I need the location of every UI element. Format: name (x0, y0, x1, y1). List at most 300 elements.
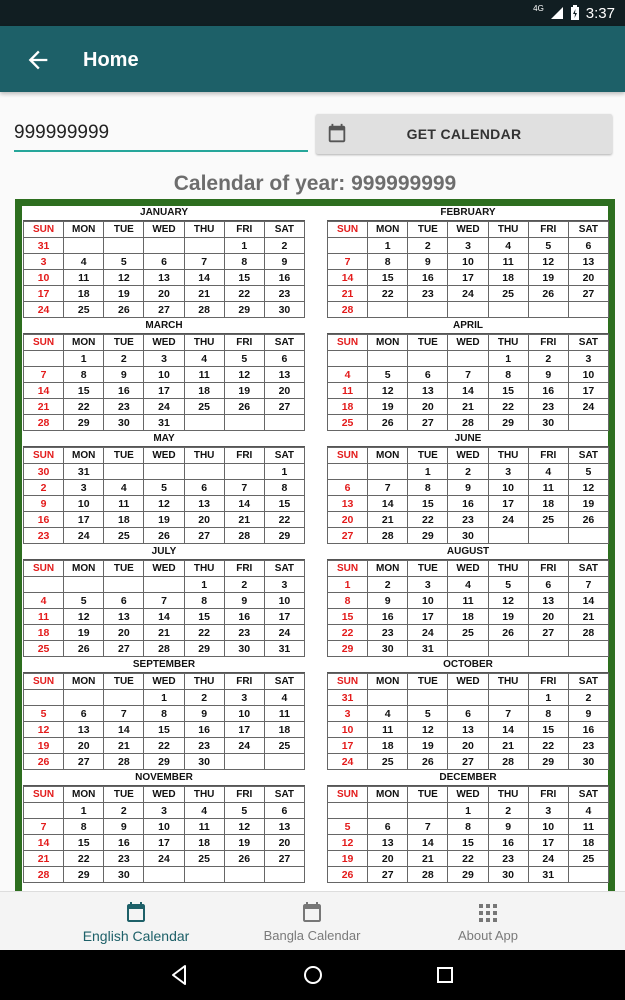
day-cell: 14 (24, 383, 64, 399)
week-row (328, 625, 609, 641)
calendar-grid (22, 206, 608, 891)
day-cell: 11 (568, 819, 608, 835)
week-row (24, 803, 305, 819)
day-cell: 8 (264, 480, 304, 496)
weekday-label: WED (144, 787, 184, 803)
day-cell: 10 (448, 254, 488, 270)
day-cell: 21 (24, 851, 64, 867)
week-row (24, 480, 305, 496)
day-cell: 12 (408, 722, 448, 738)
day-cell: 1 (528, 690, 568, 706)
day-cell: 12 (368, 383, 408, 399)
day-cell: 17 (64, 512, 104, 528)
day-cell: 12 (64, 609, 104, 625)
day-cell: 21 (104, 738, 144, 754)
day-cell: 22 (264, 512, 304, 528)
day-cell: 26 (528, 286, 568, 302)
day-cell (24, 351, 64, 367)
day-cell: 7 (408, 819, 448, 835)
day-cell: 18 (184, 835, 224, 851)
day-cell: 28 (448, 415, 488, 431)
day-cell: 8 (448, 819, 488, 835)
month-november (23, 771, 305, 884)
month-table (23, 560, 305, 657)
day-cell: 11 (328, 383, 368, 399)
day-cell: 23 (568, 738, 608, 754)
day-cell: 23 (224, 625, 264, 641)
day-cell: 19 (328, 851, 368, 867)
weekday-label: WED (448, 222, 488, 238)
day-cell: 17 (528, 835, 568, 851)
weekday-label: TUE (408, 448, 448, 464)
week-row (24, 367, 305, 383)
day-cell: 13 (184, 496, 224, 512)
signal-icon (550, 6, 564, 20)
month-table (327, 786, 609, 883)
day-cell: 21 (328, 286, 368, 302)
day-cell: 16 (104, 835, 144, 851)
week-row (24, 496, 305, 512)
week-row (328, 302, 609, 318)
weekday-label: SUN (328, 448, 368, 464)
weekday-label: SAT (568, 787, 608, 803)
day-cell: 11 (488, 254, 528, 270)
week-row (328, 286, 609, 302)
day-cell (408, 302, 448, 318)
weekday-label: WED (144, 674, 184, 690)
day-cell: 24 (224, 738, 264, 754)
day-cell: 23 (104, 399, 144, 415)
day-cell (408, 803, 448, 819)
week-row (328, 480, 609, 496)
weekday-label: WED (144, 448, 184, 464)
day-cell: 6 (264, 803, 304, 819)
day-cell: 19 (528, 270, 568, 286)
day-cell: 15 (328, 609, 368, 625)
day-cell: 5 (368, 367, 408, 383)
day-cell: 10 (224, 706, 264, 722)
day-cell: 18 (104, 512, 144, 528)
day-cell: 31 (24, 238, 64, 254)
week-row (24, 625, 305, 641)
day-cell: 17 (488, 496, 528, 512)
day-cell: 27 (144, 302, 184, 318)
calendar-icon (300, 901, 324, 925)
weekday-label: SAT (568, 561, 608, 577)
page-title: Home (83, 49, 139, 71)
day-cell: 9 (264, 254, 304, 270)
day-cell: 20 (104, 625, 144, 641)
day-cell: 14 (24, 835, 64, 851)
month-september (23, 658, 305, 771)
day-cell (448, 351, 488, 367)
day-cell: 26 (144, 528, 184, 544)
day-cell (104, 577, 144, 593)
weekday-label: FRI (528, 674, 568, 690)
day-cell: 20 (528, 609, 568, 625)
day-cell: 28 (24, 415, 64, 431)
day-cell: 8 (184, 593, 224, 609)
weekday-label: SAT (264, 674, 304, 690)
weekday-label: MON (368, 674, 408, 690)
day-cell: 11 (528, 480, 568, 496)
day-cell: 31 (144, 415, 184, 431)
day-cell: 13 (264, 367, 304, 383)
day-cell: 17 (448, 270, 488, 286)
month-name: AUGUST (327, 545, 609, 560)
day-cell: 16 (528, 383, 568, 399)
day-cell: 7 (144, 593, 184, 609)
weekday-label: FRI (224, 561, 264, 577)
month-table (327, 334, 609, 431)
day-cell: 25 (528, 512, 568, 528)
day-cell (528, 641, 568, 657)
day-cell (64, 238, 104, 254)
recents-square-icon[interactable] (433, 963, 457, 987)
day-cell: 10 (488, 480, 528, 496)
day-cell: 1 (144, 690, 184, 706)
weekday-label: MON (64, 674, 104, 690)
day-cell: 30 (528, 415, 568, 431)
weekday-label: TUE (408, 787, 448, 803)
day-cell: 5 (64, 593, 104, 609)
weekday-label: SAT (568, 335, 608, 351)
week-row (328, 722, 609, 738)
day-cell: 30 (184, 754, 224, 770)
day-cell (488, 690, 528, 706)
day-cell (448, 641, 488, 657)
day-cell: 22 (448, 851, 488, 867)
month-name: SEPTEMBER (23, 658, 305, 673)
day-cell: 11 (184, 819, 224, 835)
week-row (328, 641, 609, 657)
day-cell: 25 (64, 302, 104, 318)
nav-label: About App (458, 928, 518, 943)
day-cell: 22 (224, 286, 264, 302)
day-cell (144, 867, 184, 883)
week-row (328, 819, 609, 835)
day-cell (368, 351, 408, 367)
day-cell: 20 (264, 835, 304, 851)
week-row (328, 254, 609, 270)
day-cell (328, 238, 368, 254)
day-cell: 26 (408, 754, 448, 770)
apps-grid-icon (476, 901, 500, 925)
week-row (328, 690, 609, 706)
day-cell (224, 867, 264, 883)
day-cell: 18 (448, 609, 488, 625)
day-cell: 13 (104, 609, 144, 625)
day-cell: 1 (408, 464, 448, 480)
day-cell: 28 (144, 641, 184, 657)
day-cell: 19 (104, 286, 144, 302)
day-cell: 11 (448, 593, 488, 609)
day-cell: 8 (224, 254, 264, 270)
day-cell: 23 (184, 738, 224, 754)
day-cell (104, 690, 144, 706)
month-june (327, 432, 609, 545)
day-cell: 15 (368, 270, 408, 286)
weekday-label: SUN (24, 335, 64, 351)
week-row (328, 238, 609, 254)
day-cell: 30 (448, 528, 488, 544)
day-cell: 4 (488, 238, 528, 254)
week-row (24, 286, 305, 302)
week-row (328, 706, 609, 722)
day-cell: 21 (488, 738, 528, 754)
day-cell: 9 (408, 254, 448, 270)
day-cell: 4 (24, 593, 64, 609)
day-cell: 17 (224, 722, 264, 738)
day-cell: 14 (144, 609, 184, 625)
weekday-label: THU (184, 787, 224, 803)
day-cell: 29 (64, 415, 104, 431)
get-calendar-button[interactable] (316, 114, 612, 154)
arrow-back-icon[interactable] (24, 46, 52, 74)
day-cell: 27 (264, 851, 304, 867)
day-cell: 29 (528, 754, 568, 770)
day-cell: 15 (64, 835, 104, 851)
day-cell: 6 (448, 706, 488, 722)
day-cell: 11 (184, 367, 224, 383)
day-cell: 1 (64, 351, 104, 367)
day-cell: 17 (264, 609, 304, 625)
day-cell (104, 238, 144, 254)
day-cell: 28 (184, 302, 224, 318)
weekday-label: SUN (328, 335, 368, 351)
weekday-label: TUE (104, 561, 144, 577)
day-cell: 20 (144, 286, 184, 302)
day-cell: 2 (264, 238, 304, 254)
day-cell: 22 (368, 286, 408, 302)
day-cell: 8 (408, 480, 448, 496)
month-january (23, 206, 305, 319)
weekday-label: MON (368, 335, 408, 351)
day-cell (328, 803, 368, 819)
day-cell: 1 (64, 803, 104, 819)
week-row (328, 351, 609, 367)
day-cell (264, 867, 304, 883)
weekday-header-row (24, 674, 305, 690)
day-cell: 15 (448, 835, 488, 851)
month-march (23, 319, 305, 432)
month-february (327, 206, 609, 319)
day-cell: 24 (264, 625, 304, 641)
day-cell: 10 (264, 593, 304, 609)
back-triangle-icon[interactable] (167, 963, 191, 987)
day-cell: 19 (488, 609, 528, 625)
day-cell (144, 577, 184, 593)
weekday-header-row (328, 448, 609, 464)
weekday-label: MON (368, 448, 408, 464)
day-cell: 19 (224, 835, 264, 851)
weekday-label: FRI (224, 674, 264, 690)
day-cell: 15 (488, 383, 528, 399)
day-cell: 3 (64, 480, 104, 496)
month-name: JUNE (327, 432, 609, 447)
day-cell: 7 (448, 367, 488, 383)
year-input[interactable] (14, 116, 308, 152)
day-cell: 12 (328, 835, 368, 851)
weekday-label: THU (488, 222, 528, 238)
home-circle-icon[interactable] (301, 963, 325, 987)
week-row (328, 528, 609, 544)
day-cell (264, 415, 304, 431)
nav-english-calendar[interactable] (52, 892, 220, 951)
day-cell (488, 528, 528, 544)
day-cell: 31 (264, 641, 304, 657)
day-cell (448, 690, 488, 706)
nav-about-app[interactable] (420, 892, 556, 951)
day-cell: 29 (224, 302, 264, 318)
week-row (328, 577, 609, 593)
day-cell: 23 (24, 528, 64, 544)
day-cell: 6 (144, 254, 184, 270)
weekday-label: WED (144, 222, 184, 238)
day-cell: 10 (528, 819, 568, 835)
day-cell: 1 (448, 803, 488, 819)
day-cell (104, 464, 144, 480)
day-cell (568, 302, 608, 318)
day-cell: 24 (144, 851, 184, 867)
day-cell: 13 (264, 819, 304, 835)
week-row (328, 593, 609, 609)
day-cell: 13 (368, 835, 408, 851)
day-cell: 9 (528, 367, 568, 383)
day-cell: 17 (408, 609, 448, 625)
week-row (24, 270, 305, 286)
weekday-label: TUE (104, 787, 144, 803)
day-cell: 30 (104, 867, 144, 883)
day-cell: 8 (64, 819, 104, 835)
day-cell: 28 (328, 302, 368, 318)
weekday-label: MON (368, 787, 408, 803)
day-cell: 10 (144, 819, 184, 835)
day-cell: 24 (408, 625, 448, 641)
day-cell: 19 (24, 738, 64, 754)
day-cell: 18 (488, 270, 528, 286)
day-cell: 2 (104, 351, 144, 367)
day-cell: 2 (448, 464, 488, 480)
weekday-label: MON (64, 448, 104, 464)
weekday-label: WED (448, 787, 488, 803)
weekday-label: TUE (408, 674, 448, 690)
day-cell: 14 (488, 722, 528, 738)
day-cell: 28 (408, 867, 448, 883)
weekday-label: SUN (24, 674, 64, 690)
day-cell: 10 (328, 722, 368, 738)
day-cell: 31 (64, 464, 104, 480)
day-cell (64, 690, 104, 706)
day-cell: 4 (104, 480, 144, 496)
week-row (24, 690, 305, 706)
day-cell: 2 (24, 480, 64, 496)
weekday-label: MON (64, 787, 104, 803)
day-cell: 13 (408, 383, 448, 399)
day-cell: 7 (328, 254, 368, 270)
day-cell: 19 (224, 383, 264, 399)
day-cell: 14 (104, 722, 144, 738)
day-cell: 11 (368, 722, 408, 738)
day-cell: 26 (488, 625, 528, 641)
day-cell: 9 (184, 706, 224, 722)
day-cell: 24 (488, 512, 528, 528)
day-cell: 12 (568, 480, 608, 496)
day-cell (368, 464, 408, 480)
day-cell: 19 (568, 496, 608, 512)
weekday-label: SAT (264, 335, 304, 351)
day-cell: 26 (224, 851, 264, 867)
day-cell: 2 (528, 351, 568, 367)
weekday-label: THU (184, 448, 224, 464)
nav-label: English Calendar (82, 928, 190, 944)
day-cell: 9 (368, 593, 408, 609)
day-cell (24, 803, 64, 819)
day-cell (184, 415, 224, 431)
day-cell: 27 (528, 625, 568, 641)
day-cell: 19 (144, 512, 184, 528)
day-cell: 16 (104, 383, 144, 399)
month-name: MARCH (23, 319, 305, 334)
day-cell: 25 (448, 625, 488, 641)
app-bar (0, 26, 625, 92)
day-cell: 30 (224, 641, 264, 657)
clock: 3:37 (585, 4, 615, 22)
weekday-label: THU (488, 674, 528, 690)
week-row (24, 528, 305, 544)
nav-bangla-calendar[interactable] (238, 892, 386, 951)
day-cell: 10 (24, 270, 64, 286)
day-cell: 2 (368, 577, 408, 593)
day-cell: 4 (328, 367, 368, 383)
day-cell: 9 (568, 706, 608, 722)
day-cell: 2 (568, 690, 608, 706)
day-cell: 11 (64, 270, 104, 286)
week-row (24, 835, 305, 851)
day-cell (488, 302, 528, 318)
day-cell: 5 (224, 803, 264, 819)
weekday-label: WED (144, 561, 184, 577)
day-cell: 24 (568, 399, 608, 415)
day-cell: 26 (368, 415, 408, 431)
week-row (24, 851, 305, 867)
week-row (24, 577, 305, 593)
day-cell: 24 (448, 286, 488, 302)
day-cell: 14 (328, 270, 368, 286)
battery-icon (570, 5, 580, 21)
day-cell (328, 464, 368, 480)
weekday-label: THU (184, 561, 224, 577)
day-cell: 12 (24, 722, 64, 738)
day-cell: 23 (528, 399, 568, 415)
calendar-icon (326, 122, 348, 146)
weekday-label: FRI (528, 787, 568, 803)
week-row (328, 754, 609, 770)
day-cell: 25 (24, 641, 64, 657)
day-cell: 15 (528, 722, 568, 738)
day-cell: 27 (184, 528, 224, 544)
day-cell: 26 (64, 641, 104, 657)
day-cell: 14 (448, 383, 488, 399)
day-cell: 25 (184, 851, 224, 867)
weekday-label: SAT (568, 674, 608, 690)
weekday-label: SUN (328, 674, 368, 690)
week-row (24, 641, 305, 657)
day-cell: 3 (144, 351, 184, 367)
calendar-frame (15, 199, 615, 891)
week-row (24, 754, 305, 770)
weekday-label: SUN (24, 448, 64, 464)
